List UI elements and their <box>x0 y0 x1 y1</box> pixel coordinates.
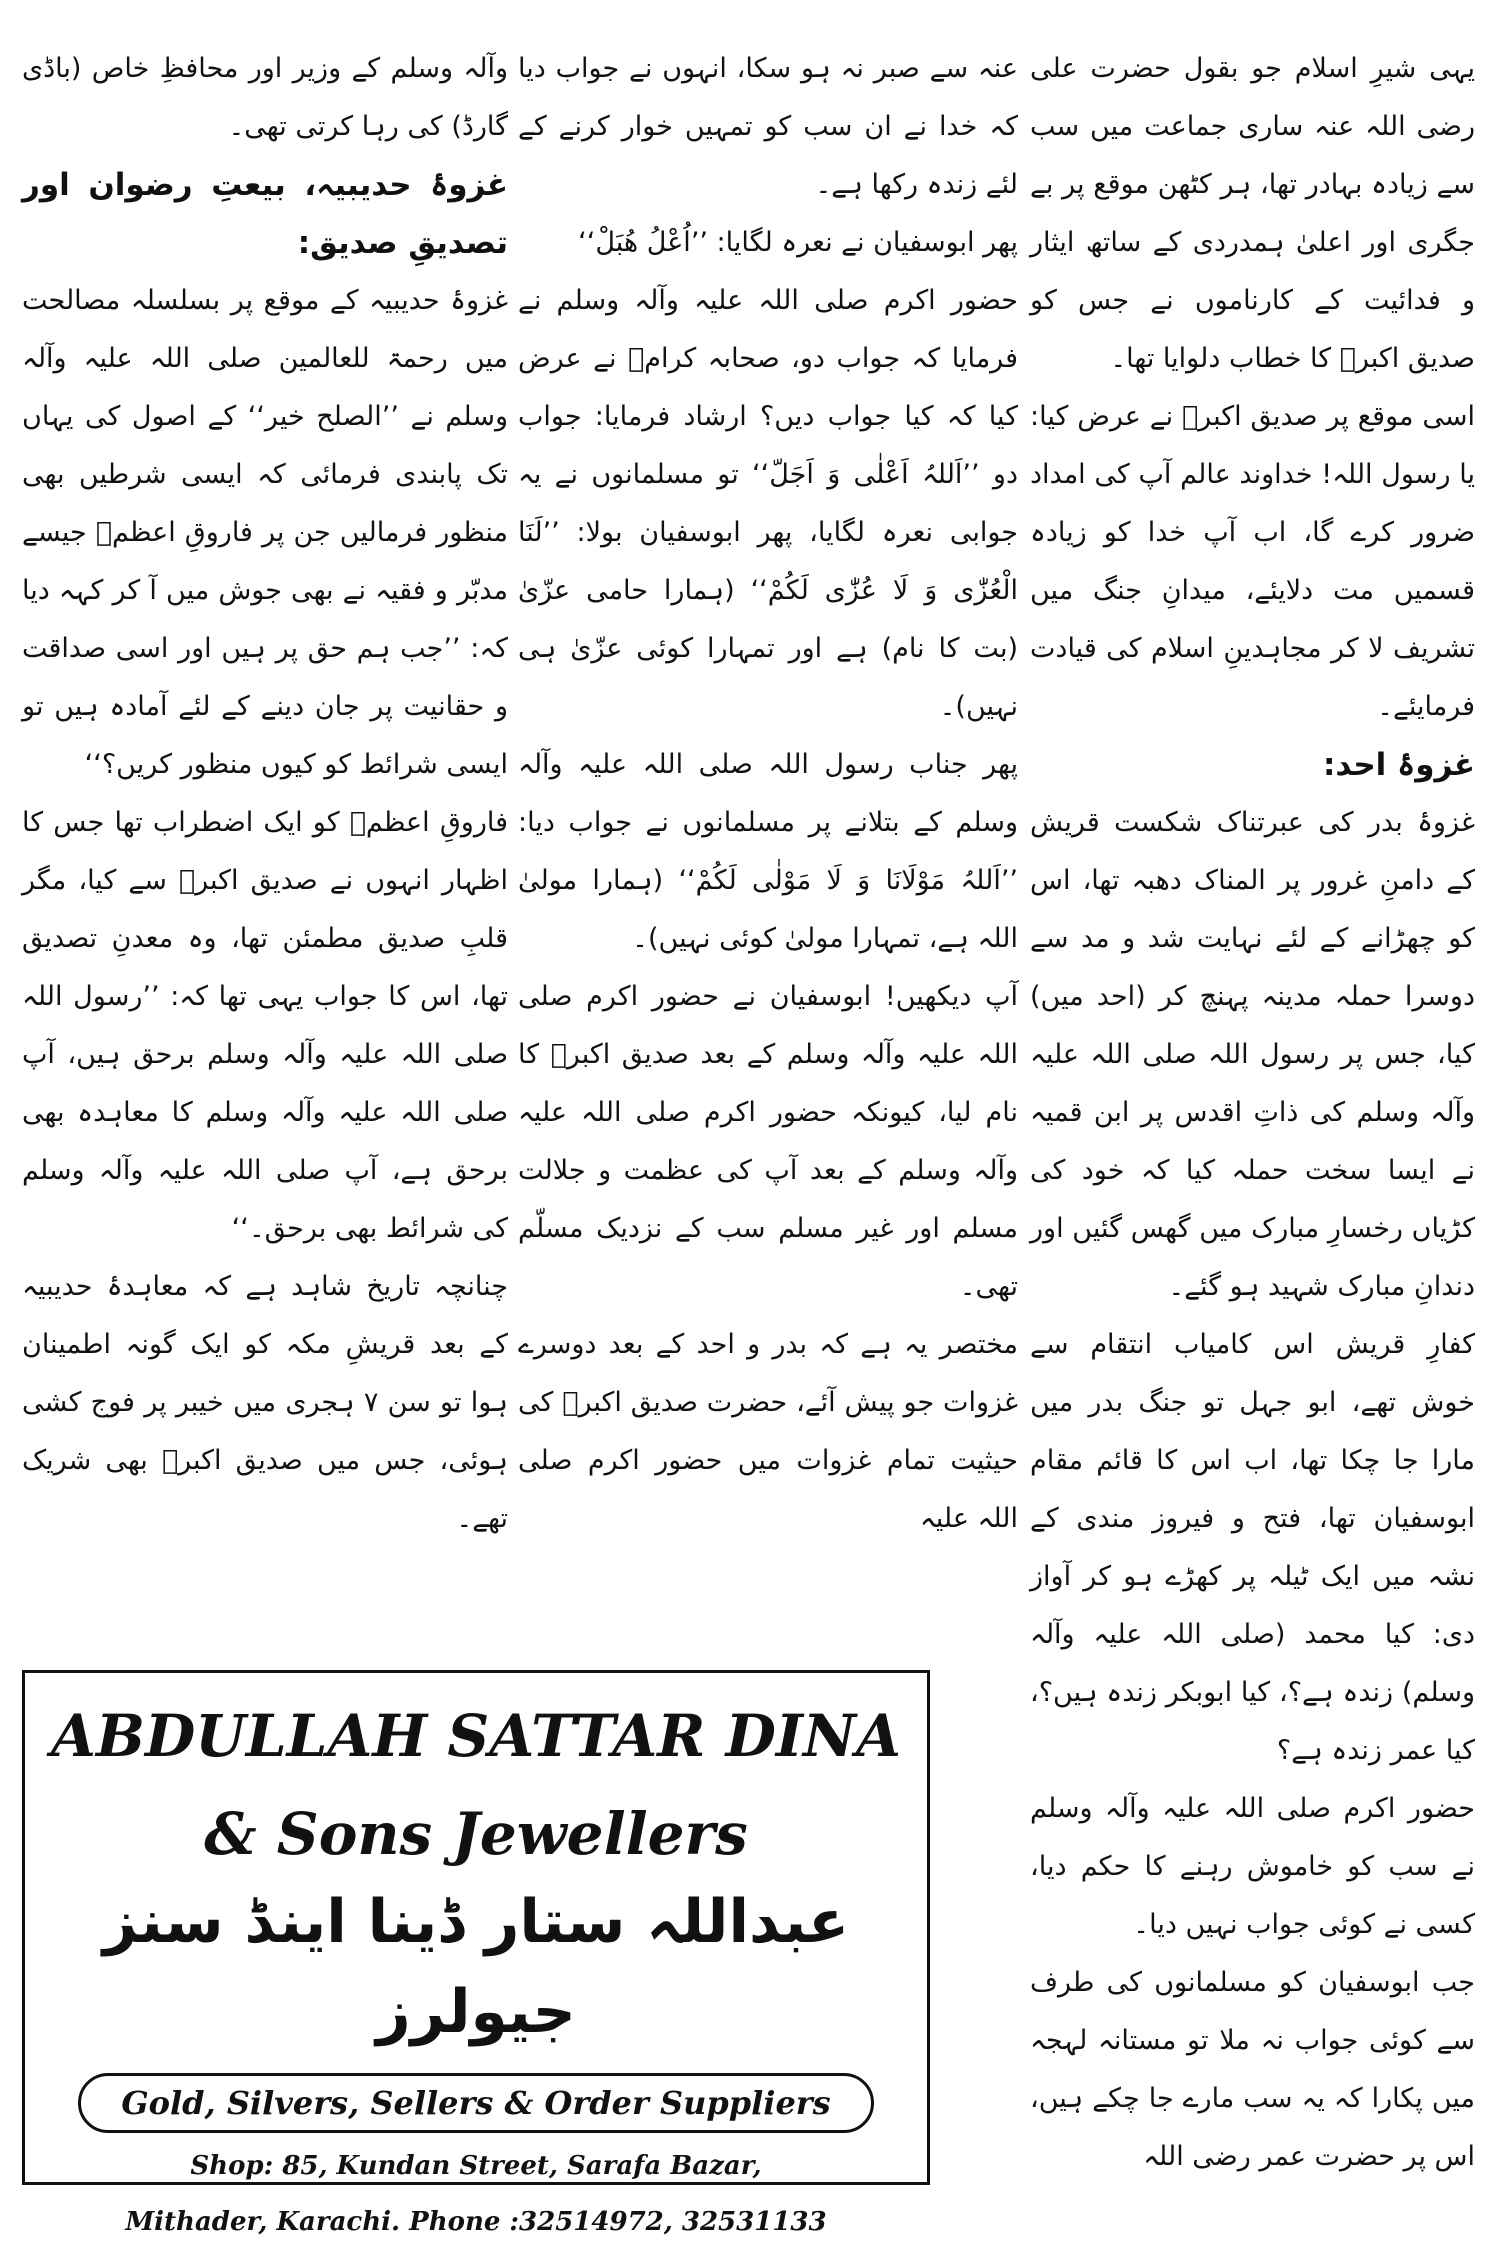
paragraph: وآلہ وسلم کے وزیر اور محافظِ خاص (باڈی گارڈ) کی رہا کرتی تھی۔ <box>22 53 508 142</box>
column-middle <box>518 40 1018 1548</box>
paragraph: چنانچہ تاریخ شاہد ہے کہ معاہدۂ حدیبیہ کے بعد قریشِ مکہ کو ایک گونہ اطمینان ہوا تو سن ۷ ہجری میں خیبر پر فوج کشی ہوئی، جس میں صدیق اکبرؓ بھی شریک تھے۔ <box>22 1271 508 1534</box>
paragraph: اسی موقع پر صدیق اکبرؓ نے عرض کیا: یا رسول اللہ! خداوند عالم آپ کی امداد ضرور کرے گا، اب آپ خدا کو زیادہ قسمیں مت دلایئے، میدانِ جنگ میں تشریف لا کر مجاہدینِ اسلام کی قیادت فرمایئے۔ <box>1030 401 1475 722</box>
ad-title-line-2: & Sons Jewellers <box>204 1800 748 1868</box>
paragraph: فاروقِ اعظمؓ کو ایک اضطراب تھا جس کا اظہار انہوں نے صدیق اکبرؓ سے کیا، مگر قلبِ صدیق مطمئن تھا، وہ معدنِ تصدیق تھا، اس کا جواب یہی تھا کہ: ’’رسول اللہ صلی اللہ علیہ وآلہ وسلم برحق ہیں، آپ صلی اللہ علیہ وآلہ وسلم کا معاہدہ بھی برحق ہے، آپ صلی اللہ علیہ وآلہ وسلم کی شرائط بھی برحق۔‘‘ <box>22 807 508 1244</box>
section-heading: غزوۂ احد: <box>1323 747 1475 783</box>
paragraph: مختصر یہ ہے کہ بدر و احد کے بعد دوسرے غزوات جو پیش آئے، حضرت صدیق اکبرؓ کی حیثیت تمام غزوات میں حضور اکرم صلی اللہ علیہ <box>518 1329 1018 1534</box>
ad-urdu-name: عبداللہ ستار ڈینا اینڈ سنز جیولرز <box>102 1887 850 2047</box>
paragraph: حضور اکرم صلی اللہ علیہ وآلہ وسلم نے فرمایا کہ جواب دو، صحابہ کرامؓ نے عرض کیا کہ کیا جواب دیں؟ ارشاد فرمایا: جواب دو ’’اَللہُ اَعْلٰی وَ اَجَلّ‘‘ تو مسلمانوں نے یہ جوابی نعرہ لگایا، پھر ابوسفیان بولا: ’’لَنَا الْعُزّٰی وَ لَا عُزّٰی لَکُمْ‘‘ (ہمارا حامی عزّیٰ (بت کا نام) ہے اور تمہارا کوئی عزّیٰ ہی نہیں)۔ <box>518 285 1018 722</box>
paragraph: پھر جناب رسول اللہ صلی اللہ علیہ وآلہ وسلم کے بتلانے پر مسلمانوں نے جواب دیا: ’’اَللہُ مَوْلَانَا وَ لَا مَوْلٰی لَکُمْ‘‘ (ہمارا مولیٰ اللہ ہے، تمہارا مولیٰ کوئی نہیں)۔ <box>518 749 1018 954</box>
ad-address-line-2: Mithader, Karachi. Phone :32514972, 32531133 <box>125 2207 827 2237</box>
paragraph: غزوۂ حدیبیہ کے موقع پر بسلسلہ مصالحت میں رحمۃ للعالمین صلی اللہ علیہ وآلہ وسلم نے ’’الصلح خیر‘‘ کے اصول کی یہاں تک پابندی فرمائی کہ ایسی شرطیں بھی منظور فرمالیں جن پر فاروقِ اعظمؓ جیسے مدبّر و فقیہ نے بھی جوش میں آ کر کہہ دیا کہ: ’’جب ہم حق پر ہیں اور اسی صداقت و حقانیت پر جان دینے کے لئے آمادہ ہیں تو ایسی شرائط کو کیوں منظور کریں؟‘‘ <box>22 285 508 780</box>
paragraph: غزوۂ بدر کی عبرتناک شکست قریش کے دامنِ غرور پر المناک دھبہ تھا، اس کو چھڑانے کے لئے نہایت شد و مد سے دوسرا حملہ مدینہ پہنچ کر (احد میں) کیا، جس پر رسول اللہ صلی اللہ علیہ وآلہ وسلم کی ذاتِ اقدس پر ابن قمیہ نے ایسا سخت حملہ کیا کہ خود کی کڑیاں رخسارِ مبارک میں گھس گئیں اور دندانِ مبارک شہید ہو گئے۔ <box>1030 807 1475 1302</box>
paragraph: یہی شیرِ اسلام جو بقول حضرت علی رضی اللہ عنہ ساری جماعت میں سب سے زیادہ بہادر تھا، ہر کٹھن موقع پر بے جگری اور اعلیٰ ہمدردی کے ساتھ ایثار و فدائیت کے کارناموں نے جس کو صدیق اکبرؓ کا خطاب دلوایا تھا۔ <box>1030 53 1475 374</box>
paragraph: جب ابوسفیان کو مسلمانوں کی طرف سے کوئی جواب نہ ملا تو مستانہ لہجہ میں پکارا کہ یہ سب مارے جا چکے ہیں، اس پر حضرت عمر رضی اللہ <box>1030 1967 1475 2172</box>
section-heading: غزوۂ حدیبیہ، بیعتِ رضوان اور تصدیقِ صدیق: <box>22 167 508 261</box>
ad-tagline: Gold, Silvers, Sellers & Order Suppliers <box>78 2073 873 2133</box>
paragraph: کفارِ قریش اس کامیاب انتقام سے خوش تھے، ابو جہل تو جنگ بدر میں مارا جا چکا تھا، اب اس کا قائم مقام ابوسفیان تھا، فتح و فیروز مندی کے نشہ میں ایک ٹیلہ پر کھڑے ہو کر آواز دی: کیا محمد (صلی اللہ علیہ وآلہ وسلم) زندہ ہے؟، کیا ابوبکر زندہ ہیں؟، کیا عمر زندہ ہے؟ <box>1030 1329 1475 1766</box>
paragraph: پھر ابوسفیان نے نعرہ لگایا: ’’اُعْلُ ھُبَلْ‘‘ <box>578 227 1018 258</box>
paragraph: آپ دیکھیں! ابوسفیان نے حضور اکرم صلی اللہ علیہ وآلہ وسلم کے بعد صدیق اکبرؓ کا نام لیا، کیونکہ حضور اکرم صلی اللہ علیہ وآلہ وسلم کے بعد آپ کی عظمت و جلالت مسلم اور غیر مسلم سب کے نزدیک مسلّم تھی۔ <box>518 981 1018 1302</box>
column-left <box>22 40 508 1548</box>
column-right <box>1030 40 1475 2186</box>
paragraph: حضور اکرم صلی اللہ علیہ وآلہ وسلم نے سب کو خاموش رہنے کا حکم دیا، کسی نے کوئی جواب نہیں دیا۔ <box>1030 1793 1475 1940</box>
ad-address-line-1: Shop: 85, Kundan Street, Sarafa Bazar, <box>190 2151 762 2181</box>
paragraph: عنہ سے صبر نہ ہو سکا، انہوں نے جواب دیا کہ خدا نے ان سب کو تمہیں خوار کرنے کے لئے زندہ رکھا ہے۔ <box>518 53 1018 200</box>
ad-title-line-1: ABDULLAH SATTAR DINA <box>50 1702 902 1770</box>
jeweller-advertisement <box>22 1670 930 2237</box>
